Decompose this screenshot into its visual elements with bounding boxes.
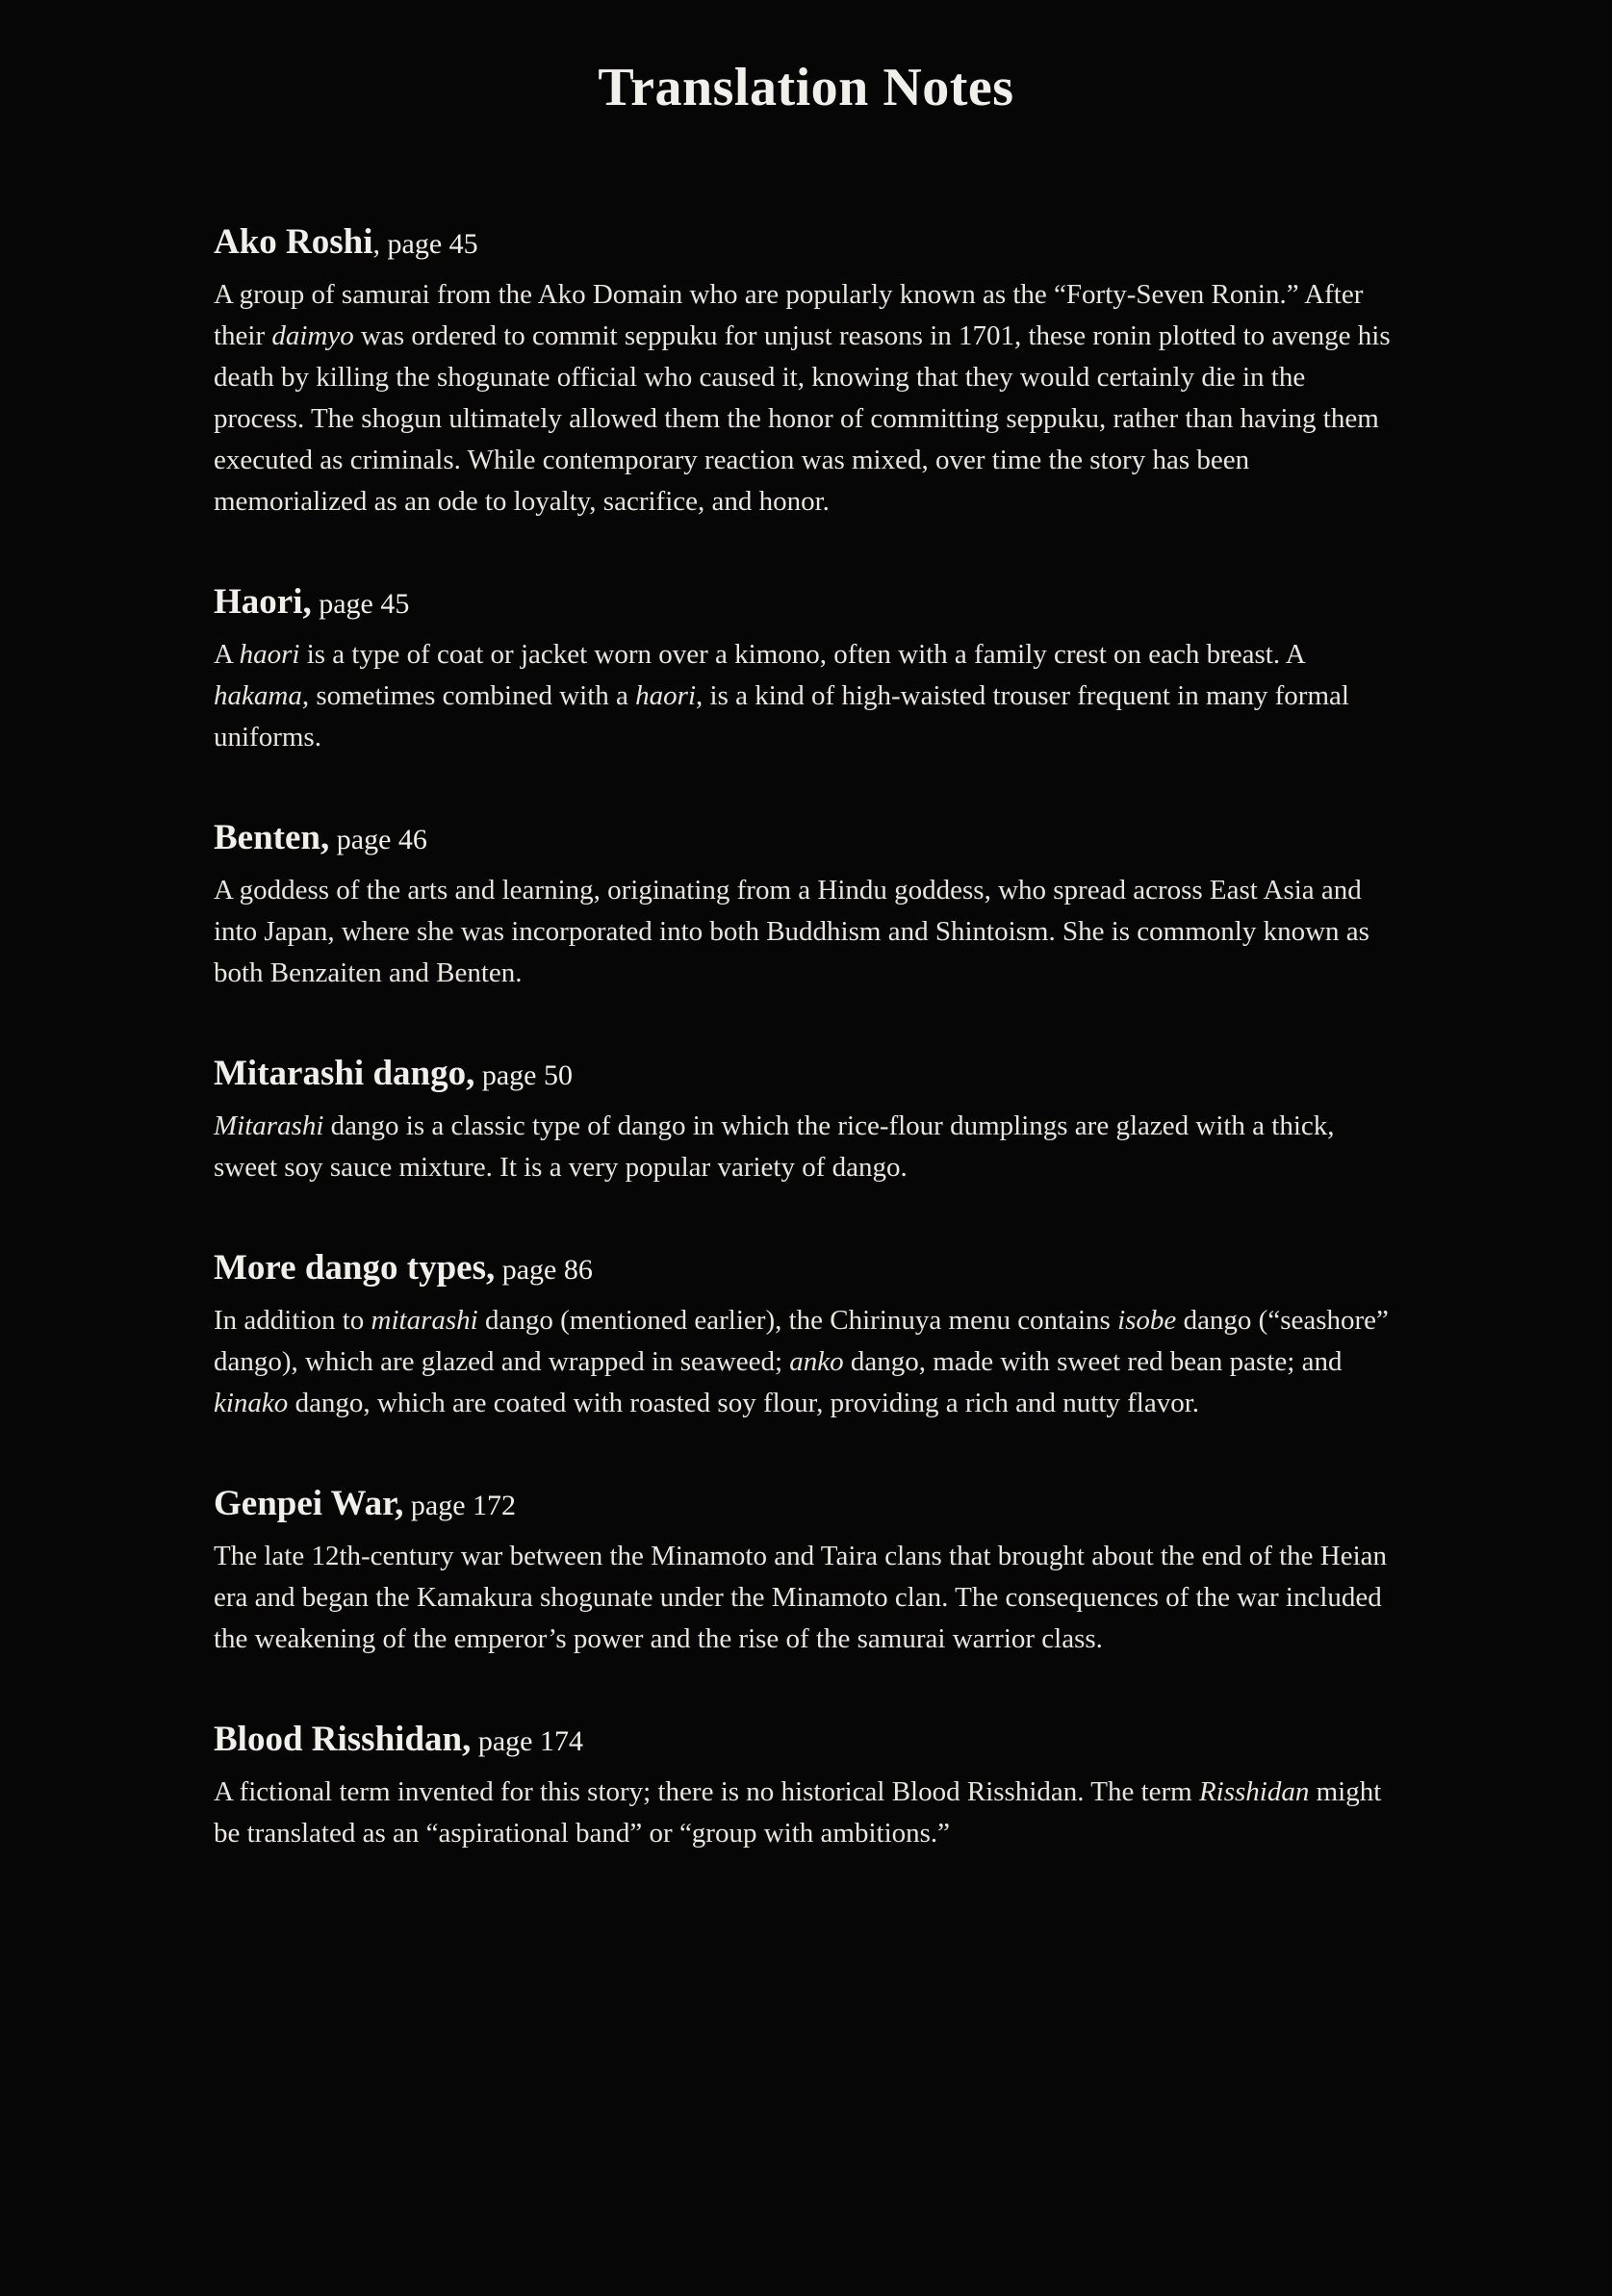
note-heading — [214, 1246, 1400, 1292]
text-run: might be translated as an “aspirational band” or “group with ambitions.” — [214, 1776, 1382, 1850]
note-term: Ako Roshi — [214, 222, 373, 263]
note-term: More dango types, — [214, 1248, 496, 1288]
note-entry — [214, 580, 1400, 758]
note-term: Blood Risshidan, — [214, 1720, 472, 1760]
note-body — [214, 1106, 1400, 1188]
note-page-ref: page 50 — [474, 1059, 573, 1092]
italic-text-run: hakama — [214, 680, 302, 712]
text-run: dango, which are coated with roasted soy flour, providing a rich and nutty flavor. — [288, 1388, 1200, 1419]
note-term: Haori, — [214, 582, 312, 623]
note-page-ref: page 86 — [495, 1254, 593, 1287]
notes-list — [214, 220, 1400, 1854]
italic-text-run: daimyo — [271, 320, 354, 352]
text-run: , is a kind of high-waisted trouser frequent in many formal uniforms. — [214, 680, 1349, 753]
italic-text-run: isobe — [1117, 1305, 1177, 1337]
note-page-ref: page 174 — [471, 1725, 583, 1758]
text-run: In addition to — [214, 1305, 371, 1337]
note-body — [214, 634, 1400, 758]
note-heading — [214, 1482, 1400, 1528]
text-run: A — [214, 639, 240, 671]
note-term: Mitarashi dango, — [214, 1054, 475, 1094]
note-term: Genpei War, — [214, 1484, 404, 1524]
italic-text-run: haori — [635, 680, 697, 712]
note-heading — [214, 1718, 1400, 1764]
text-run: , sometimes combined with a — [301, 680, 636, 712]
note-entry — [214, 1246, 1400, 1424]
note-heading — [214, 580, 1400, 626]
note-heading — [214, 1052, 1400, 1098]
text-run: dango, made with sweet red bean paste; and — [843, 1346, 1343, 1378]
note-page-ref: page 45 — [311, 588, 410, 621]
italic-text-run: anko — [789, 1346, 844, 1378]
text-run: A group of samurai from the Ako Domain who are popularly known as the “Forty-Seven Ronin.” After their — [214, 279, 1364, 352]
note-page-ref: page 46 — [329, 824, 427, 856]
text-run: The late 12th-century war between the Minamoto and Taira clans that brought about the end of the Heian era and began the Kamakura shogunate under the Minamoto clan. The consequences of the war included the weakening of the emperor’s power and the rise of the samurai warrior class. — [214, 1541, 1388, 1655]
note-heading — [214, 816, 1400, 862]
note-entry — [214, 220, 1400, 523]
note-entry — [214, 1482, 1400, 1660]
italic-text-run: kinako — [214, 1388, 289, 1419]
text-run: dango (mentioned earlier), the Chirinuya menu contains — [477, 1305, 1118, 1337]
note-body — [214, 1772, 1400, 1854]
note-body — [214, 1536, 1400, 1660]
text-run: is a type of coat or jacket worn over a kimono, often with a family crest on each breast. A — [299, 639, 1305, 671]
page-title: Translation Notes — [598, 58, 1014, 117]
note-page-ref: , page 45 — [372, 228, 478, 261]
text-run: A fictional term invented for this story; there is no historical Blood Risshidan. The term — [214, 1776, 1199, 1808]
note-body — [214, 274, 1400, 523]
italic-text-run: haori — [239, 639, 300, 671]
note-entry — [214, 816, 1400, 994]
note-term: Benten, — [214, 818, 330, 858]
text-run: dango (“seashore” dango), which are glazed and wrapped in seaweed; — [214, 1305, 1389, 1378]
text-run: was ordered to commit seppuku for unjust reasons in 1701, these ronin plotted to avenge his death by killing the shogunate official who caused it, knowing that they would certainly die in the process. The shogun ultimately allowed them the honor of committing seppuku, rather than having them executed as criminals. While contemporary reaction was mixed, over time the story has been memorialized as an ode to loyalty, sacrifice, and honor. — [214, 320, 1391, 518]
italic-text-run: Mitarashi — [214, 1110, 324, 1142]
note-entry — [214, 1718, 1400, 1854]
note-heading — [214, 220, 1400, 267]
italic-text-run: mitarashi — [371, 1305, 478, 1337]
note-body — [214, 1300, 1400, 1424]
text-run: A goddess of the arts and learning, originating from a Hindu goddess, who spread across East Asia and into Japan, where she was incorporated into both Buddhism and Shintoism. She is commonly known as both Benzaiten and Benten. — [214, 875, 1369, 989]
italic-text-run: Risshidan — [1198, 1776, 1310, 1808]
note-entry — [214, 1052, 1400, 1188]
text-run: dango is a classic type of dango in which the rice-flour dumplings are glazed with a thick, sweet soy sauce mixture. It is a very popular variety of dango. — [214, 1110, 1335, 1184]
note-page-ref: page 172 — [403, 1490, 517, 1522]
note-body — [214, 870, 1400, 994]
